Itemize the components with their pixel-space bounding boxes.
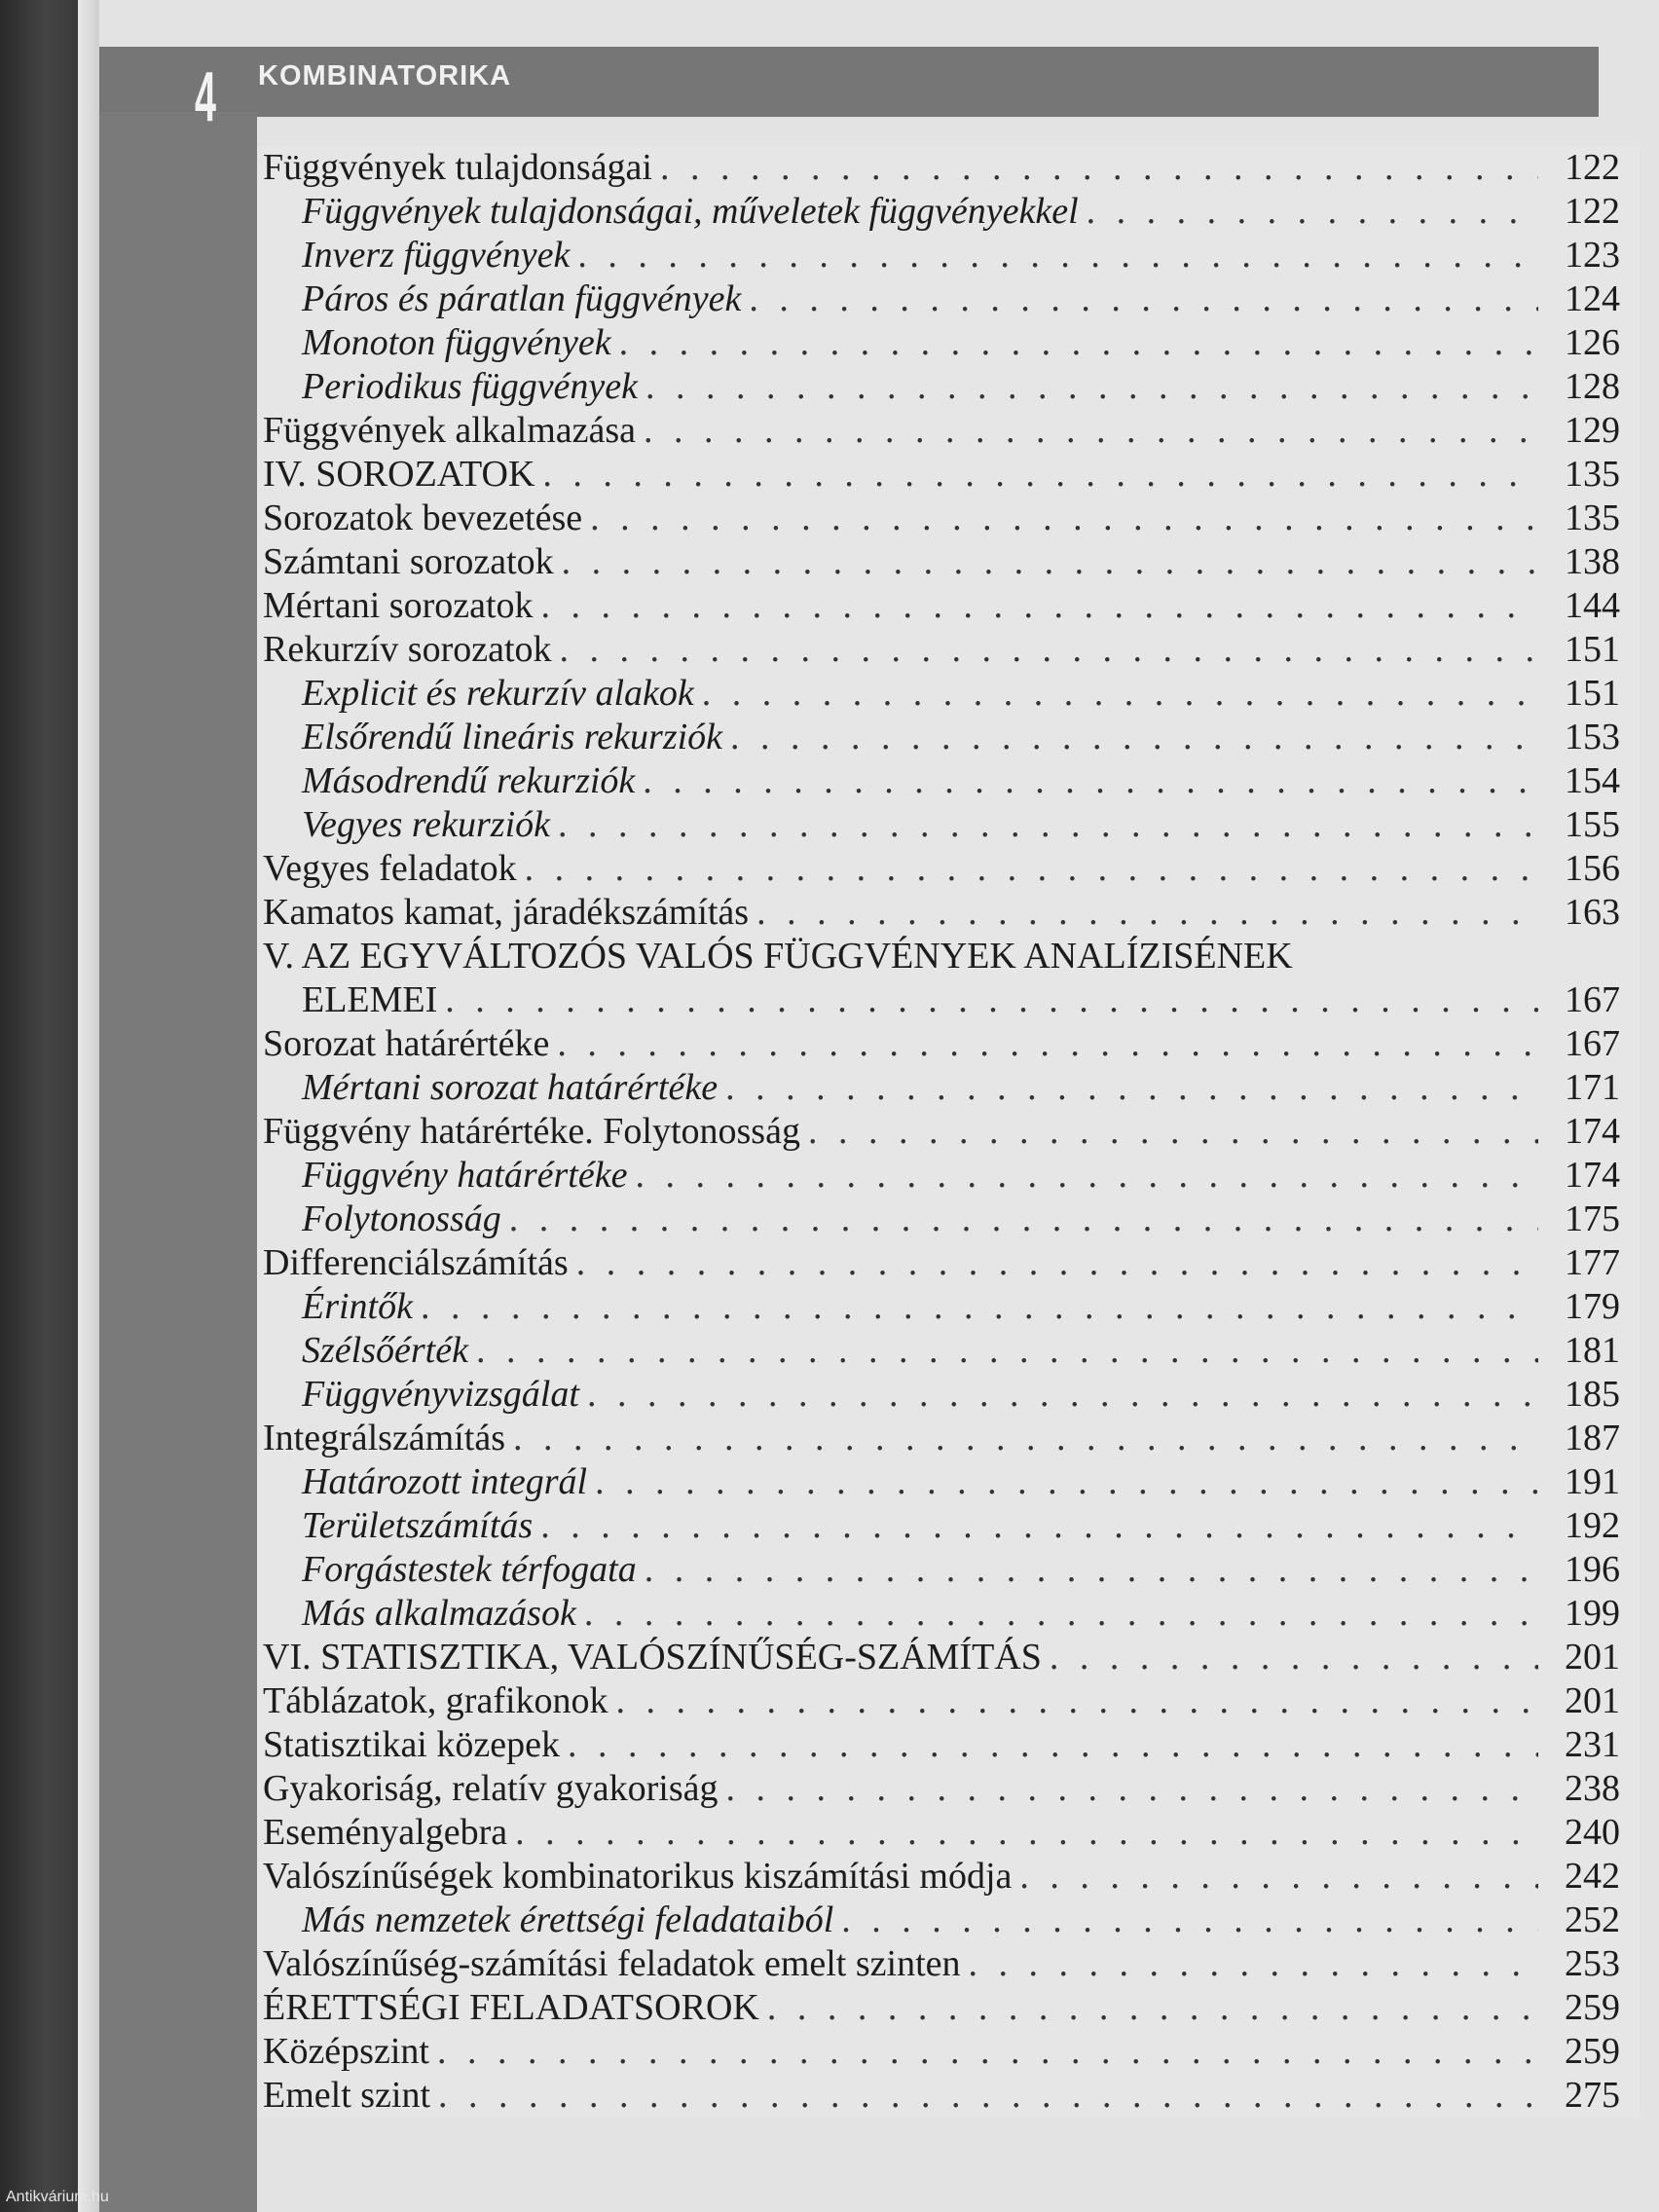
toc-entry-page: 175 — [1565, 1198, 1620, 1239]
toc-entry-title: Határozott integrál — [302, 1461, 588, 1502]
toc-entry-title: Számtani sorozatok — [263, 541, 554, 582]
toc-entry-page: 177 — [1565, 1242, 1620, 1283]
toc-entry — [257, 540, 1640, 584]
toc-entry-page: 144 — [1565, 585, 1620, 626]
toc-entry — [257, 1548, 1640, 1592]
toc-entry-page: 252 — [1565, 1899, 1620, 1940]
toc-entry-page: 185 — [1565, 1374, 1620, 1415]
toc-entry — [257, 1636, 1640, 1679]
toc-leader-dots — [421, 1285, 1538, 1329]
toc-entry — [257, 277, 1640, 321]
toc-entry-page: 253 — [1565, 1943, 1620, 1984]
toc-leader-dots — [616, 1679, 1538, 1723]
toc-leader-dots — [576, 1241, 1538, 1285]
page-gutter — [99, 112, 257, 2212]
toc-leader-dots — [437, 2030, 1538, 2074]
toc-leader-dots — [702, 672, 1538, 716]
toc-entry-title: VI. STATISZTIKA, VALÓSZÍNŰSÉG-SZÁMÍTÁS — [263, 1637, 1042, 1677]
toc-entry-title: Más alkalmazások — [302, 1593, 576, 1634]
toc-entry-page: 259 — [1565, 2031, 1620, 2072]
toc-entry-page: 123 — [1565, 235, 1620, 276]
toc-leader-dots — [808, 1110, 1538, 1154]
toc-entry-page: 122 — [1565, 147, 1620, 188]
toc-leader-dots — [1019, 1855, 1538, 1899]
toc-entry-title: Függvények tulajdonságai — [263, 147, 652, 188]
toc-entry — [257, 1198, 1640, 1241]
toc-entry-page: 181 — [1565, 1330, 1620, 1371]
toc-entry-page: 138 — [1565, 541, 1620, 582]
toc-entry — [257, 497, 1640, 540]
toc-entry-title: Táblázatok, grafikonok — [263, 1680, 608, 1721]
toc-entry-title: Vegyes rekurziók — [302, 804, 550, 845]
toc-entry-page: 201 — [1565, 1680, 1620, 1721]
toc-entry-title: Folytonosság — [302, 1198, 501, 1239]
toc-entry-title: Forgástestek térfogata — [302, 1549, 637, 1590]
toc-entry — [257, 628, 1640, 672]
toc-entry-title: V. AZ EGYVÁLTOZÓS VALÓS FÜGGVÉNYEK ANALÍZISÉNEK — [263, 936, 1293, 977]
toc-entry — [257, 978, 1640, 1022]
toc-entry-title: Statisztikai közepek — [263, 1724, 560, 1765]
toc-entry-page: 163 — [1565, 892, 1620, 933]
toc-leader-dots — [841, 1899, 1538, 1942]
toc-entry-page: 201 — [1565, 1637, 1620, 1677]
toc-leader-dots — [619, 321, 1538, 365]
toc-leader-dots — [644, 409, 1538, 453]
toc-entry-title: Elsőrendű lineáris rekurziók — [302, 717, 723, 757]
toc-leader-dots — [438, 2074, 1538, 2118]
toc-entry — [257, 584, 1640, 628]
toc-entry-title: Más nemzetek érettségi feladataiból — [302, 1899, 834, 1940]
toc-leader-dots — [584, 1592, 1538, 1636]
toc-entry-title: Függvényvizsgálat — [302, 1374, 579, 1415]
toc-entry — [257, 1811, 1640, 1855]
toc-entry-page: 151 — [1565, 673, 1620, 714]
toc-entry-title: Emelt szint — [263, 2075, 431, 2116]
page-edge — [78, 0, 99, 2212]
toc-leader-dots — [577, 234, 1538, 277]
toc-leader-dots — [513, 1417, 1538, 1460]
toc-leader-dots — [445, 978, 1538, 1022]
toc-leader-dots — [725, 1767, 1538, 1811]
table-of-contents — [257, 146, 1640, 2118]
toc-entry-page: 128 — [1565, 366, 1620, 407]
toc-entry — [257, 321, 1640, 365]
toc-entry-title: IV. SOROZATOK — [263, 454, 535, 495]
toc-entry-page: 154 — [1565, 760, 1620, 801]
toc-entry — [257, 1373, 1640, 1417]
toc-entry-page: 199 — [1565, 1593, 1620, 1634]
toc-leader-dots — [595, 1460, 1538, 1504]
toc-entry-title: Differenciálszámítás — [263, 1242, 569, 1283]
toc-entry — [257, 1767, 1640, 1811]
toc-entry-page: 151 — [1565, 629, 1620, 670]
toc-entry — [257, 1066, 1640, 1110]
toc-leader-dots — [542, 453, 1538, 497]
toc-entry — [257, 1986, 1640, 2030]
toc-entry-page: 167 — [1565, 979, 1620, 1020]
toc-entry-title: Érintők — [302, 1286, 413, 1327]
toc-entry — [257, 1417, 1640, 1460]
toc-entry — [257, 1241, 1640, 1285]
toc-entry-title: Explicit és rekurzív alakok — [302, 673, 694, 714]
toc-entry — [257, 1899, 1640, 1942]
toc-entry-title: Függvény határértéke. Folytonosság — [263, 1111, 800, 1152]
toc-entry-title: Függvények tulajdonságai, műveletek függvényekkel — [302, 191, 1079, 232]
toc-entry-page: 196 — [1565, 1549, 1620, 1590]
toc-leader-dots — [1087, 190, 1538, 234]
toc-leader-dots — [660, 146, 1538, 190]
toc-entry-page: 126 — [1565, 322, 1620, 363]
toc-entry-title: Sorozat határértéke — [263, 1023, 550, 1064]
toc-entry-page: 275 — [1565, 2075, 1620, 2116]
toc-leader-dots — [562, 540, 1538, 584]
toc-entry-page: 231 — [1565, 1724, 1620, 1765]
toc-entry — [257, 803, 1640, 847]
toc-entry — [257, 1285, 1640, 1329]
toc-entry-title: Vegyes feladatok — [263, 848, 517, 889]
toc-leader-dots — [540, 1504, 1538, 1548]
toc-entry-title: Kamatos kamat, járadékszámítás — [263, 892, 750, 933]
toc-entry-page: 129 — [1565, 410, 1620, 451]
toc-entry-title: Periodikus függvények — [302, 366, 639, 407]
toc-entry — [257, 1022, 1640, 1066]
toc-entry-page: 192 — [1565, 1505, 1620, 1546]
book-spine — [0, 0, 78, 2212]
toc-entry — [257, 1855, 1640, 1899]
toc-leader-dots — [767, 1986, 1538, 2030]
watermark: Antikvárium.hu — [6, 2189, 109, 2205]
toc-entry — [257, 1679, 1640, 1723]
toc-entry-title: Területszámítás — [302, 1505, 534, 1546]
toc-leader-dots — [476, 1329, 1538, 1373]
toc-leader-dots — [558, 803, 1538, 847]
toc-entry — [257, 1110, 1640, 1154]
toc-leader-dots — [541, 584, 1538, 628]
toc-leader-dots — [560, 628, 1538, 672]
toc-entry-page: 174 — [1565, 1155, 1620, 1196]
toc-entry — [257, 1504, 1640, 1548]
toc-entry-title: Integrálszámítás — [263, 1418, 506, 1458]
toc-leader-dots — [557, 1022, 1538, 1066]
toc-entry — [257, 453, 1640, 497]
toc-leader-dots — [969, 1942, 1539, 1986]
toc-entry-title: ÉRETTSÉGI FELADATSOROK — [263, 1987, 759, 2028]
toc-entry — [257, 716, 1640, 759]
toc-leader-dots — [749, 277, 1538, 321]
toc-entry — [257, 672, 1640, 716]
toc-entry-page: 156 — [1565, 848, 1620, 889]
toc-entry-title: Rekurzív sorozatok — [263, 629, 552, 670]
toc-leader-dots — [525, 847, 1538, 891]
toc-entry-page: 174 — [1565, 1111, 1620, 1152]
toc-entry — [257, 1592, 1640, 1636]
toc-leader-dots — [590, 497, 1538, 540]
toc-entry-title: Mértani sorozat határértéke — [302, 1067, 719, 1108]
toc-entry-page: 153 — [1565, 717, 1620, 757]
toc-entry-title: Eseményalgebra — [263, 1812, 508, 1853]
toc-entry — [257, 190, 1640, 234]
toc-entry-title: Inverz függvények — [302, 235, 571, 276]
toc-entry-title: Függvény határértéke — [302, 1155, 628, 1196]
toc-entry — [257, 759, 1640, 803]
toc-entry — [257, 891, 1640, 935]
toc-entry-title: Valószínűség-számítási feladatok emelt szinten — [263, 1943, 961, 1984]
toc-entry — [257, 234, 1640, 277]
toc-entry-page: 259 — [1565, 1987, 1620, 2028]
toc-entry-title: Szélsőérték — [302, 1330, 468, 1371]
toc-leader-dots — [756, 891, 1538, 935]
toc-leader-dots — [509, 1198, 1538, 1241]
toc-leader-dots — [515, 1811, 1538, 1855]
toc-leader-dots — [587, 1373, 1538, 1417]
toc-leader-dots — [645, 1548, 1538, 1592]
toc-entry-page: 191 — [1565, 1461, 1620, 1502]
toc-entry-page: 167 — [1565, 1023, 1620, 1064]
toc-entry — [257, 1329, 1640, 1373]
toc-entry-page: 242 — [1565, 1856, 1620, 1897]
toc-entry-page: 122 — [1565, 191, 1620, 232]
toc-entry — [257, 1723, 1640, 1767]
toc-entry-title: ELEMEI — [302, 979, 438, 1020]
chapter-number: 4 — [195, 58, 217, 136]
toc-entry-page: 124 — [1565, 278, 1620, 319]
toc-entry — [257, 1154, 1640, 1198]
toc-entry — [257, 2074, 1640, 2118]
toc-entry-page: 155 — [1565, 804, 1620, 845]
toc-entry-title: Középszint — [263, 2031, 429, 2072]
toc-entry-title: Gyakoriság, relatív gyakoriság — [263, 1768, 719, 1809]
toc-entry-page: 240 — [1565, 1812, 1620, 1853]
toc-entry-title: Másodrendű rekurziók — [302, 760, 636, 801]
toc-entry-title: Monoton függvények — [302, 322, 611, 363]
toc-entry-page: 135 — [1565, 454, 1620, 495]
toc-leader-dots — [643, 759, 1538, 803]
toc-entry — [257, 409, 1640, 453]
toc-entry — [257, 146, 1640, 190]
toc-leader-dots — [725, 1066, 1538, 1110]
toc-entry-title: Mértani sorozatok — [263, 585, 534, 626]
toc-entry — [257, 847, 1640, 891]
toc-entry — [257, 365, 1640, 409]
toc-entry-page: 171 — [1565, 1067, 1620, 1108]
toc-entry-title: Valószínűségek kombinatorikus kiszámítási módja — [263, 1856, 1013, 1897]
toc-leader-dots — [1050, 1636, 1538, 1679]
toc-entry — [257, 2030, 1640, 2074]
toc-entry-page: 135 — [1565, 498, 1620, 538]
toc-leader-dots — [645, 365, 1538, 409]
toc-entry-title: Sorozatok bevezetése — [263, 498, 583, 538]
toc-entry — [257, 935, 1640, 978]
toc-entry-page: 179 — [1565, 1286, 1620, 1327]
toc-leader-dots — [730, 716, 1538, 759]
toc-entry — [257, 1460, 1640, 1504]
toc-entry-page: 187 — [1565, 1418, 1620, 1458]
toc-entry-title: Páros és páratlan függvények — [302, 278, 742, 319]
toc-entry-page: 238 — [1565, 1768, 1620, 1809]
chapter-title: KOMBINATORIKA — [258, 60, 512, 92]
toc-leader-dots — [568, 1723, 1538, 1767]
toc-leader-dots — [635, 1154, 1538, 1198]
toc-entry-title: Függvények alkalmazása — [263, 410, 637, 451]
toc-entry — [257, 1942, 1640, 1986]
